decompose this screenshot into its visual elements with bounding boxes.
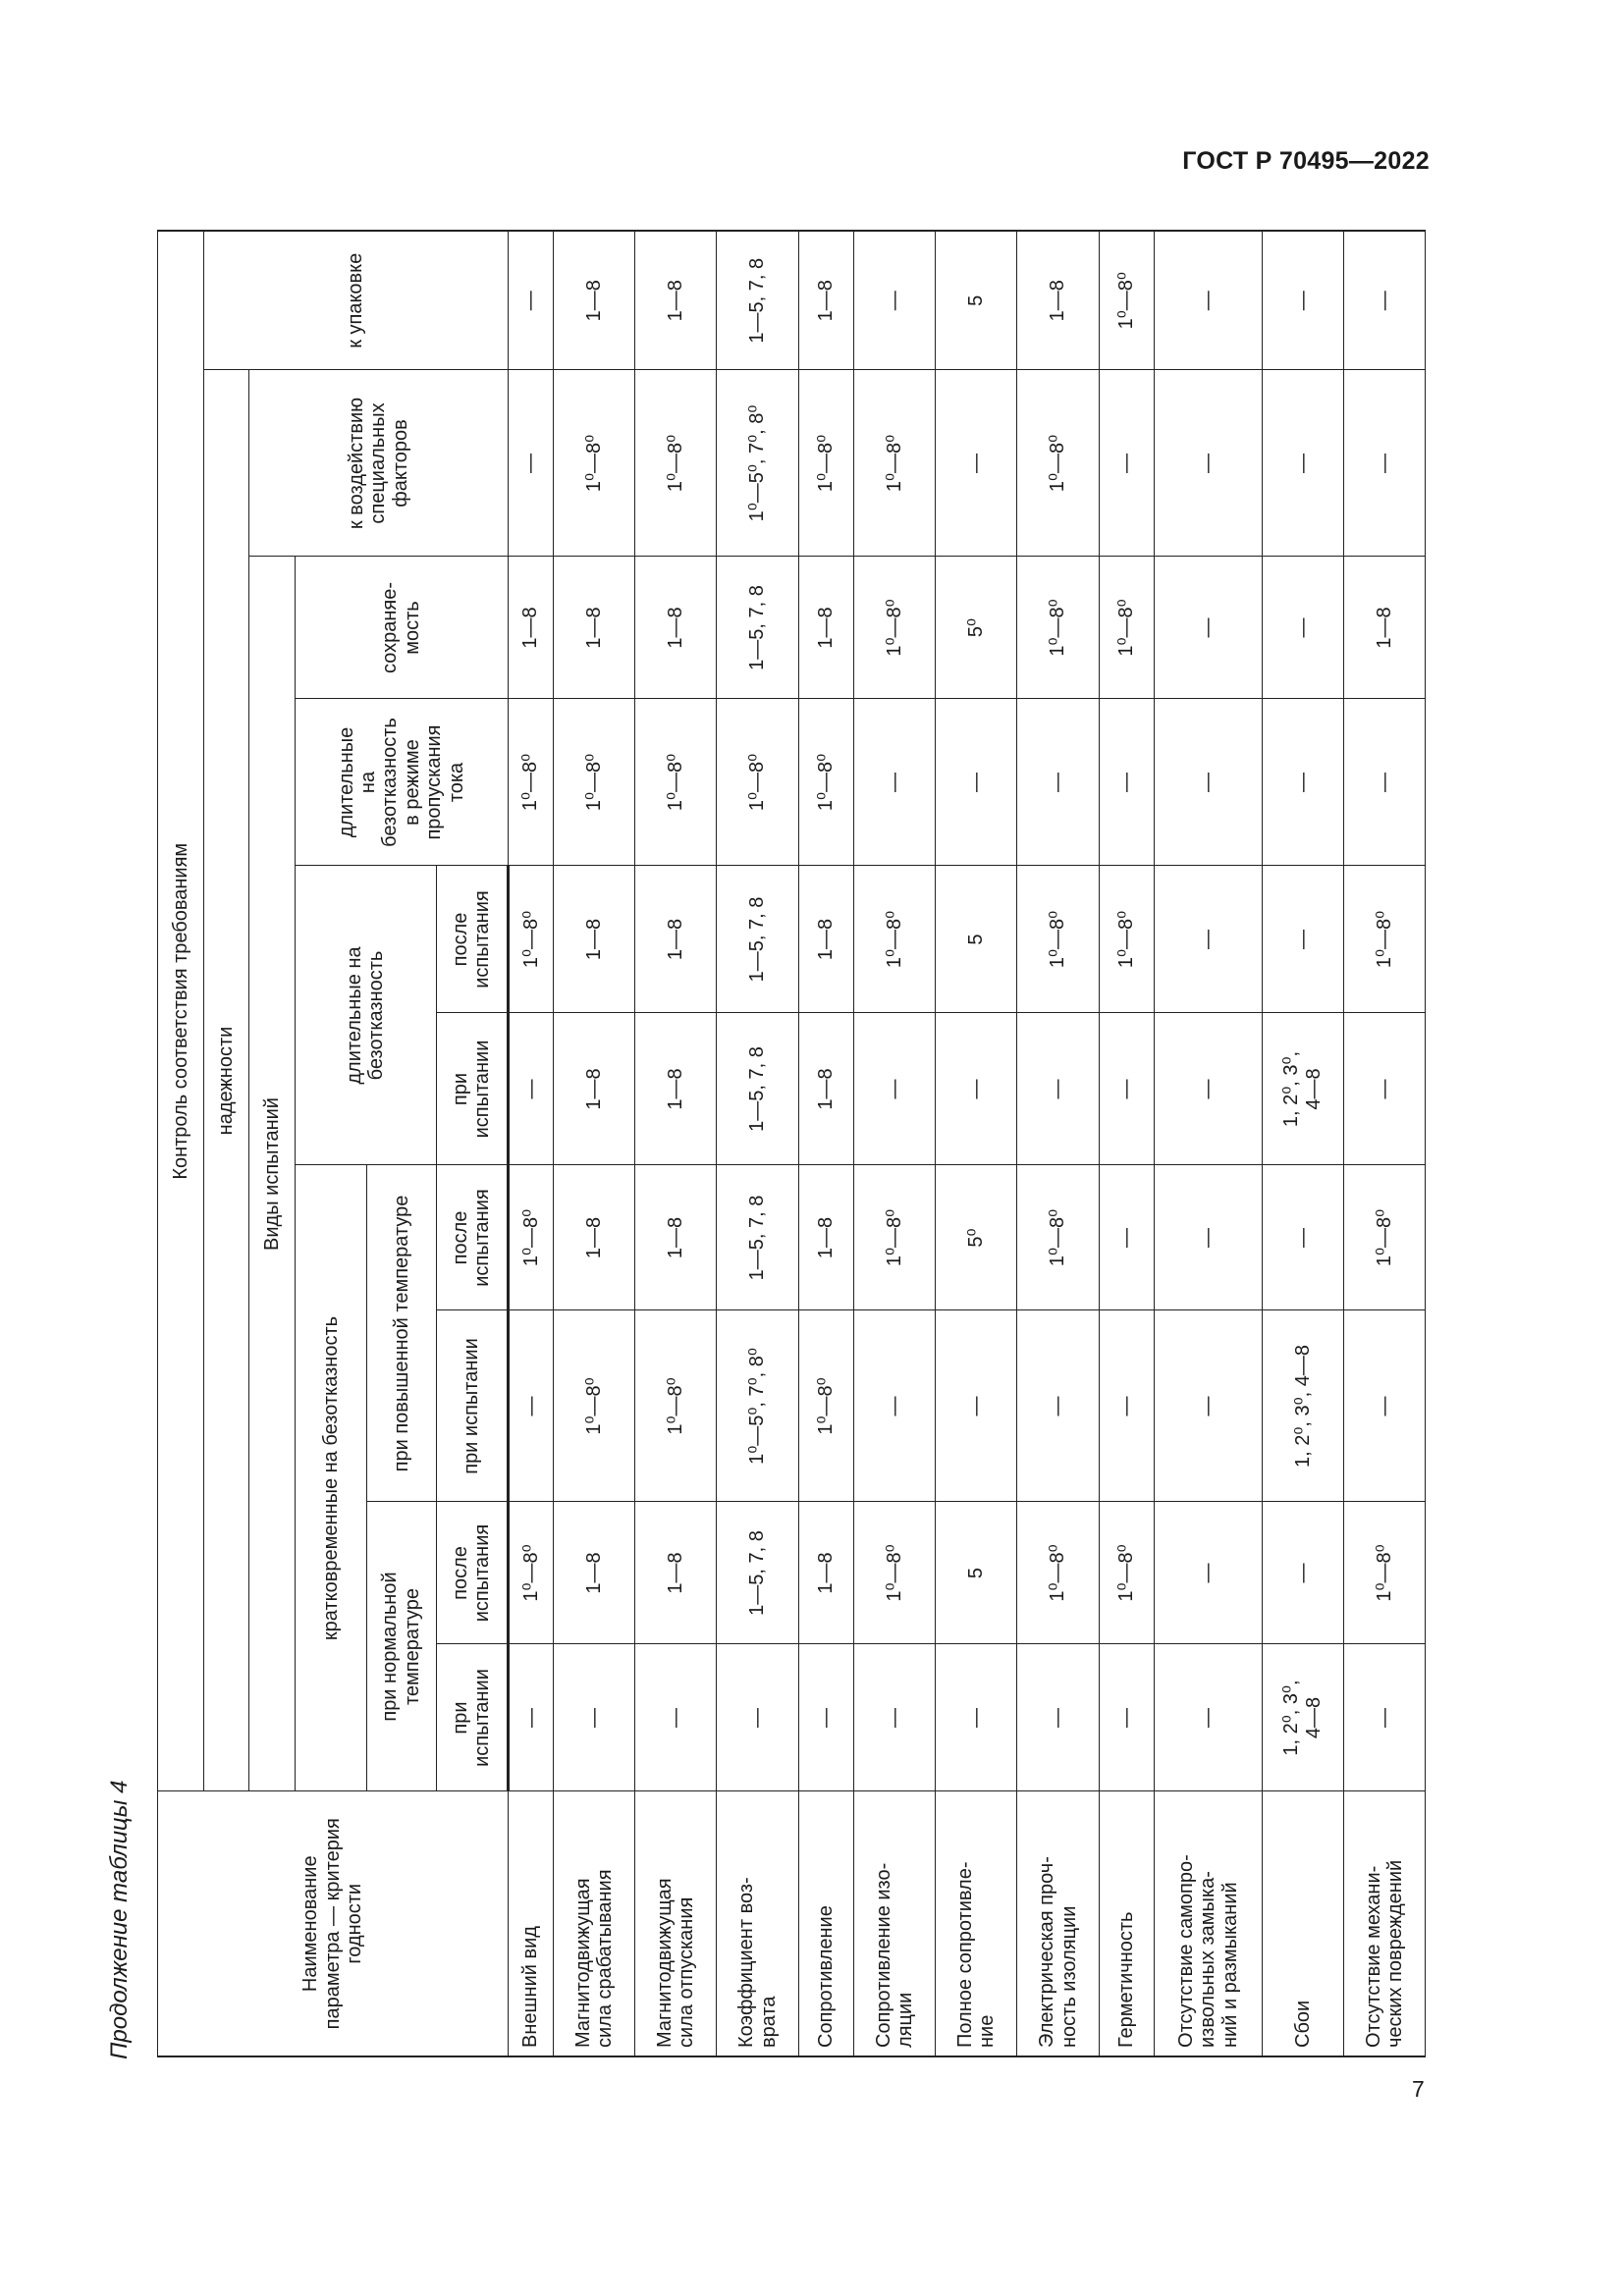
table-cell: 5 <box>936 866 1017 1013</box>
table-cell: 1—8 <box>508 557 554 699</box>
document-code: ГОСТ Р 70495—2022 <box>1182 147 1430 175</box>
packaging-header: к упаковке <box>203 231 508 370</box>
storage-header: сохраняе- мость <box>295 557 508 699</box>
table-cell: — <box>854 699 936 866</box>
table-cell: 1—8 <box>635 1502 717 1644</box>
group-header: Контроль соответствия требованиям <box>158 231 204 1791</box>
table-cell: — <box>1155 1644 1262 1791</box>
table-cell: — <box>1262 699 1343 866</box>
table-cell: — <box>1155 370 1262 557</box>
row-name: Магнитодвижущая сила срабатывания <box>554 1791 635 2056</box>
table-cell: 1⁰—8⁰ <box>1099 866 1155 1013</box>
row-name: Полное сопротивле- ние <box>936 1791 1017 2056</box>
table-row <box>1262 231 1343 2056</box>
table-cell: — <box>1155 557 1262 699</box>
row-name: Отсутствие самопро- извольных замыка- ний и размыканий <box>1155 1791 1262 2056</box>
table-cell: 5 <box>936 231 1017 370</box>
table-cell: 1⁰—8⁰ <box>854 370 936 557</box>
table-row <box>1017 231 1099 2056</box>
table-row <box>936 231 1017 2056</box>
table-cell: — <box>1262 1165 1343 1310</box>
row-name: Внешний вид <box>508 1791 554 2056</box>
table-cell: 1⁰—8⁰ <box>798 1310 854 1502</box>
table-cell: 1—5, 7, 8 <box>717 557 798 699</box>
table-cell: 1⁰—8⁰ <box>854 1502 936 1644</box>
table-cell: — <box>854 1644 936 1791</box>
table-cell: 1⁰—8⁰ <box>717 699 798 866</box>
table-row <box>508 231 554 2056</box>
table-cell: 1⁰—8⁰ <box>1017 557 1099 699</box>
table-cell: — <box>508 231 554 370</box>
table-cell: 1—8 <box>635 1013 717 1165</box>
table-cell: — <box>554 1644 635 1791</box>
table-cell: — <box>508 1013 554 1165</box>
table-cell: 1⁰—8⁰ <box>635 370 717 557</box>
table-cell: 1⁰—8⁰ <box>1099 557 1155 699</box>
table-cell: 1⁰—8⁰ <box>635 1310 717 1502</box>
table-cell: 1, 2⁰, 3⁰, 4—8 <box>1262 1644 1343 1791</box>
normal-temp-header: при нормальной температуре <box>366 1502 436 1791</box>
table-cell: — <box>508 1310 554 1502</box>
table-cell: 1⁰—5⁰, 7⁰, 8⁰ <box>717 1310 798 1502</box>
long-after-header: после испытания <box>436 866 508 1013</box>
table-cell: 1—8 <box>635 1165 717 1310</box>
row-name: Сопротивление <box>798 1791 854 2056</box>
table-cell: — <box>1017 1310 1099 1502</box>
long-during-header: при испытании <box>436 1013 508 1165</box>
table-cell: 1—5, 7, 8 <box>717 1502 798 1644</box>
table-cell: 1—8 <box>798 231 854 370</box>
special-factors-header: к воздействию специальных факторов <box>249 370 508 557</box>
test-types-header: Виды испытаний <box>249 557 296 1791</box>
table-cell: 1—8 <box>635 231 717 370</box>
table-cell: — <box>1262 866 1343 1013</box>
table-row <box>1343 231 1425 2056</box>
table-cell: 1—8 <box>798 1013 854 1165</box>
long-term-current-header: длительные на безотказность в режиме пропускания тока <box>295 699 508 866</box>
table-cell: — <box>1343 370 1425 557</box>
table-cell: 1—5, 7, 8 <box>717 1165 798 1310</box>
page-number: 7 <box>1412 2076 1425 2102</box>
table-cell: 1—8 <box>798 866 854 1013</box>
table-cell: 1—8 <box>554 1502 635 1644</box>
table-cell: 1—8 <box>554 1013 635 1165</box>
table-cell: 1—8 <box>554 231 635 370</box>
row-name: Магнитодвижущая сила отпускания <box>635 1791 717 2056</box>
table-cell: — <box>1099 1013 1155 1165</box>
table-cell: 5 <box>936 1502 1017 1644</box>
table-cell: — <box>936 370 1017 557</box>
table-cell: 1⁰—8⁰ <box>1017 866 1099 1013</box>
table-row <box>1155 231 1262 2056</box>
table-cell: 1⁰—8⁰ <box>1343 1502 1425 1644</box>
table-cell: — <box>1155 1502 1262 1644</box>
table-cell: 1⁰—8⁰ <box>554 370 635 557</box>
table-cell: 1⁰—8⁰ <box>1099 231 1155 370</box>
table-cell: 1⁰—8⁰ <box>854 557 936 699</box>
table-cell: 1—8 <box>635 557 717 699</box>
table-cell: 1, 2⁰, 3⁰, 4—8 <box>1262 1013 1343 1165</box>
requirements-table <box>157 230 1426 2057</box>
elevated-after-header: после испытания <box>436 1165 508 1310</box>
table-cell: 1⁰—8⁰ <box>854 1165 936 1310</box>
table-cell: — <box>936 1644 1017 1791</box>
table-cell: — <box>1099 1310 1155 1502</box>
table-row <box>798 231 854 2056</box>
elevated-during-header: при испытании <box>436 1310 508 1502</box>
normal-during-header: при испытании <box>436 1644 508 1791</box>
table-cell: 1—8 <box>554 1165 635 1310</box>
table-cell: — <box>936 1310 1017 1502</box>
table-cell: 1, 2⁰, 3⁰, 4—8 <box>1262 1310 1343 1502</box>
table-cell: 1⁰—8⁰ <box>1017 370 1099 557</box>
table-cell: 1⁰—8⁰ <box>554 699 635 866</box>
rotated-table-container <box>157 232 1426 2057</box>
table-cell: — <box>1343 1644 1425 1791</box>
table-cell: 1—8 <box>554 866 635 1013</box>
table-cell: — <box>1343 1310 1425 1502</box>
table-cell: — <box>1099 370 1155 557</box>
table-cell: 1—8 <box>798 1165 854 1310</box>
table-body <box>158 231 1426 2056</box>
table-cell: 1⁰—8⁰ <box>1017 1502 1099 1644</box>
row-name: Сопротивление изо- ляции <box>854 1791 936 2056</box>
table-cell: 1⁰—8⁰ <box>854 866 936 1013</box>
table-cell: — <box>854 1013 936 1165</box>
table-cell: 1⁰—8⁰ <box>1343 866 1425 1013</box>
table-cell: — <box>1343 231 1425 370</box>
table-cell: — <box>1017 1013 1099 1165</box>
table-cell: 1⁰—8⁰ <box>635 699 717 866</box>
table-cell: 1—5, 7, 8 <box>717 1013 798 1165</box>
table-cell: 1⁰—8⁰ <box>508 866 554 1013</box>
table-cell: 1—8 <box>554 557 635 699</box>
table-cell: 1⁰—8⁰ <box>798 699 854 866</box>
table-cell: — <box>717 1644 798 1791</box>
table-cell: 5⁰ <box>936 557 1017 699</box>
table-cell: 1—5, 7, 8 <box>717 866 798 1013</box>
table-row <box>854 231 936 2056</box>
table-cell: 1—8 <box>798 1502 854 1644</box>
table-cell: — <box>1099 1644 1155 1791</box>
long-term-header: длительные на безотказность <box>295 866 436 1165</box>
table-cell: — <box>1262 1502 1343 1644</box>
table-cell: — <box>635 1644 717 1791</box>
table-cell: 1—8 <box>798 557 854 699</box>
table-cell: — <box>1155 1310 1262 1502</box>
table-cell: — <box>854 1310 936 1502</box>
table-row <box>1099 231 1155 2056</box>
table-cell: 5⁰ <box>936 1165 1017 1310</box>
table-cell: — <box>1262 370 1343 557</box>
table-cell: — <box>1155 1165 1262 1310</box>
table-cell: — <box>1343 699 1425 866</box>
table-cell: — <box>1017 699 1099 866</box>
table-cell: — <box>1262 231 1343 370</box>
elevated-temp-header: при повышенной температуре <box>366 1165 436 1502</box>
table-cell: — <box>1155 699 1262 866</box>
table-cell: — <box>1262 557 1343 699</box>
table-cell: — <box>1155 866 1262 1013</box>
table-cell: 1⁰—8⁰ <box>1017 1165 1099 1310</box>
table-cell: — <box>1155 1013 1262 1165</box>
table-cell: — <box>1155 231 1262 370</box>
row-name: Герметичность <box>1099 1791 1155 2056</box>
table-cell: 1⁰—8⁰ <box>508 1502 554 1644</box>
table-cell: — <box>936 1013 1017 1165</box>
table-cell: 1⁰—8⁰ <box>1343 1165 1425 1310</box>
table-cell: 1⁰—8⁰ <box>508 699 554 866</box>
table-cell: 1⁰—8⁰ <box>798 370 854 557</box>
row-name: Коэффициент воз- врата <box>717 1791 798 2056</box>
row-name: Сбои <box>1262 1791 1343 2056</box>
table-row <box>554 231 635 2056</box>
table-cell: — <box>508 370 554 557</box>
table-cell: 1⁰—8⁰ <box>554 1310 635 1502</box>
table-cell: 1⁰—5⁰, 7⁰, 8⁰ <box>717 370 798 557</box>
table-cell: 1—8 <box>1343 557 1425 699</box>
table-cell: — <box>936 699 1017 866</box>
table-cell: — <box>798 1644 854 1791</box>
table-cell: 1⁰—8⁰ <box>1099 1502 1155 1644</box>
table-cell: 1⁰—8⁰ <box>508 1165 554 1310</box>
row-name: Электрическая проч- ность изоляции <box>1017 1791 1099 2056</box>
table-cell: — <box>1017 1644 1099 1791</box>
param-column-header: Наименование параметра — критерия годности <box>158 1791 509 2056</box>
header-row-2 <box>203 231 249 2056</box>
short-term-header: кратковременные на безотказность <box>295 1165 366 1791</box>
table-cell: — <box>1099 699 1155 866</box>
row-name: Отсутствие механи- ческих повреждений <box>1343 1791 1425 2056</box>
table-cell: 1—8 <box>1017 231 1099 370</box>
header-row-1 <box>158 231 204 2056</box>
table-row <box>635 231 717 2056</box>
normal-after-header: после испытания <box>436 1502 508 1644</box>
table-cell: — <box>1343 1013 1425 1165</box>
table-cell: 1—8 <box>635 866 717 1013</box>
table-cell: — <box>854 231 936 370</box>
table-row <box>717 231 798 2056</box>
table-cell: 1—5, 7, 8 <box>717 231 798 370</box>
table-caption: Продолжение таблицы 4 <box>106 1780 133 2059</box>
reliability-header: надежности <box>203 370 249 1791</box>
table-cell: — <box>1099 1165 1155 1310</box>
header-row-3 <box>249 231 296 2056</box>
table-cell: — <box>508 1644 554 1791</box>
